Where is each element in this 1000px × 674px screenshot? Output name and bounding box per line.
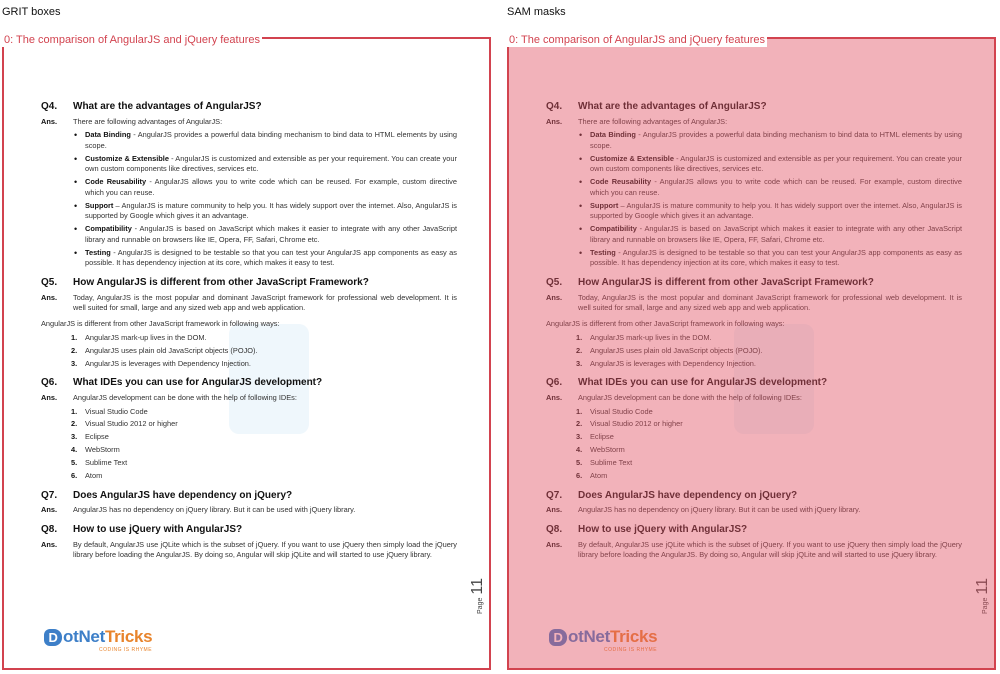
bullet-list — [590, 130, 962, 269]
item-text: Visual Studio Code — [85, 406, 148, 416]
item-number: 3. — [576, 432, 583, 442]
question-text: What IDEs you can use for AngularJS development? — [73, 377, 323, 389]
item-number: 6. — [71, 471, 78, 481]
answer-label: Ans. — [546, 539, 563, 549]
answer-label: Ans. — [41, 116, 58, 126]
bullet-text: - AngularJS is customized and extensible as per your requirement. You can create your own custom components like directives, services etc. — [85, 153, 457, 174]
question-heading — [546, 276, 962, 291]
panel-title-grit: GRIT boxes — [2, 6, 61, 18]
page-number — [974, 578, 992, 614]
list-item — [71, 406, 457, 418]
list-item — [576, 358, 962, 370]
item-number: 2. — [576, 345, 583, 355]
question-number: Q8. — [546, 524, 563, 536]
question-text: Does AngularJS have dependency on jQuery? — [578, 489, 798, 501]
answer — [41, 540, 457, 561]
question-heading — [546, 523, 962, 538]
answer-text: Today, AngularJS is the most popular and dominant JavaScript framework for professional web development. It is well suited for small, large and any sized web app and web application. — [73, 292, 457, 313]
list-item — [576, 332, 962, 344]
bullet-text: - AngularJS allows you to write code which can be reused. For example, custom directive which you can reuse. — [85, 177, 457, 197]
item-number: 3. — [71, 358, 78, 368]
list-item — [576, 458, 962, 469]
answer — [41, 117, 457, 128]
bullet-text: - AngularJS allows you to write code which can be reused. For example, custom directive which you can reuse. — [590, 177, 962, 197]
item-number: 3. — [576, 358, 583, 368]
item-text: WebStorm — [85, 445, 120, 455]
numbered-list — [576, 332, 962, 370]
bullet-text: - AngularJS provides a powerful data binding mechanism to bind data to HTML elements by using scope. — [590, 130, 963, 150]
list-item — [85, 201, 457, 222]
item-text: Visual Studio 2012 or higher — [590, 419, 683, 429]
list-item — [71, 345, 457, 357]
bullet-head: Testing — [85, 247, 111, 257]
item-text: Visual Studio 2012 or higher — [85, 419, 178, 429]
item-text: AngularJS uses plain old JavaScript objects (POJO). — [85, 345, 258, 355]
item-number: 5. — [576, 458, 583, 468]
list-item — [85, 177, 457, 198]
bullet-text: - AngularJS is customized and extensible as per your requirement. You can create your own custom components like directives, services etc. — [590, 153, 962, 174]
question-number: Q7. — [546, 489, 563, 501]
answer-text: By default, AngularJS use jQLite which is the subset of jQuery. If you want to use jQuery then simply load the jQuery library before loading the AngularJS. By doing so, Angular will skip jQLite and will started to use jQuery library. — [578, 539, 962, 560]
list-item — [85, 248, 457, 269]
question-heading — [546, 489, 962, 504]
bullet-head: Data Binding — [85, 130, 131, 140]
item-text: AngularJS uses plain old JavaScript objects (POJO). — [590, 345, 763, 355]
dotnettricks-logo — [44, 627, 184, 653]
panel-title-sam: SAM masks — [507, 6, 566, 18]
item-text: AngularJS mark-up lives in the DOM. — [590, 332, 712, 342]
page-content — [546, 93, 962, 561]
question-heading — [546, 100, 962, 115]
logo-wordmark: D otNetTricks — [549, 627, 689, 647]
answer — [41, 293, 457, 314]
answer-text: AngularJS development can be done with the help of following IDEs: — [73, 392, 297, 402]
question-number: Q6. — [546, 377, 563, 389]
bullet-head: Code Reusability — [590, 177, 652, 187]
answer-text: Today, AngularJS is the most popular and dominant JavaScript framework for professional web development. It is well suited for small, large and any sized web app and web application. — [578, 292, 962, 313]
grit-boxes-panel — [2, 37, 491, 670]
list-item — [576, 471, 962, 482]
item-text: Eclipse — [85, 432, 109, 442]
question-number: Q7. — [41, 489, 58, 501]
list-item — [590, 130, 962, 151]
list-item — [590, 201, 962, 222]
item-text: Sublime Text — [85, 458, 128, 468]
question-text: What IDEs you can use for AngularJS development? — [578, 377, 828, 389]
list-item — [590, 224, 962, 245]
bullet-text: - AngularJS is based on JavaScript which makes it easier to integrate with any other JavaScript library and runnable on browsers like IE, Opera, FF, Safari, Chrome etc. — [85, 224, 457, 244]
answer-label: Ans. — [41, 292, 58, 302]
list-item — [590, 248, 962, 269]
item-number: 6. — [576, 471, 583, 481]
bullet-head: Customize & Extensible — [85, 153, 169, 163]
list-item — [590, 154, 962, 175]
list-item — [85, 154, 457, 175]
list-item — [85, 130, 457, 151]
list-item — [576, 406, 962, 418]
list-item — [576, 419, 962, 430]
bullet-head: Code Reusability — [85, 177, 147, 187]
dotnettricks-logo — [549, 627, 689, 653]
bullet-head: Support — [85, 200, 114, 210]
item-number: 1. — [576, 332, 583, 342]
bullet-list — [85, 130, 457, 269]
page-number-value: 11 — [468, 578, 486, 595]
item-number: 1. — [576, 406, 583, 416]
bullet-text: - AngularJS is designed to be testable so that you can test your AngularJS app components as easy as possible. It has dependency injection at its core, which makes it easy to test. — [85, 247, 457, 268]
question-text: How AngularJS is different from other JavaScript Framework? — [73, 277, 369, 289]
bullet-text: - AngularJS is based on JavaScript which makes it easier to integrate with any other JavaScript library and runnable on browsers like IE, Opera, FF, Safari, Chrome etc. — [590, 224, 962, 244]
answer-label: Ans. — [41, 539, 58, 549]
logo-tagline: CODING IS RHYME — [99, 647, 153, 653]
bullet-text: - AngularJS is designed to be testable so that you can test your AngularJS app components as easy as possible. It has dependency injection at its core, which makes it easy to test. — [590, 247, 962, 268]
question-heading — [41, 276, 457, 291]
bullet-text: – AngularJS is mature community to help you. It has widely support over the internet. Also, AngularJS is supported by Google which gives it an advantage. — [85, 200, 457, 221]
item-text: Sublime Text — [590, 458, 633, 468]
list-item — [71, 458, 457, 469]
item-number: 1. — [71, 332, 78, 342]
list-item — [71, 471, 457, 482]
list-item — [85, 224, 457, 245]
page-number — [469, 578, 487, 614]
item-number: 2. — [71, 345, 78, 355]
question-heading — [41, 489, 457, 504]
question-heading — [41, 100, 457, 115]
question-number: Q4. — [546, 101, 563, 112]
page-word: Page — [981, 597, 989, 614]
answer — [546, 117, 962, 128]
question-number: Q5. — [546, 277, 563, 289]
item-text: AngularJS is leverages with Dependency Injection. — [85, 358, 251, 368]
item-text: Atom — [85, 471, 103, 481]
bullet-head: Customize & Extensible — [590, 153, 674, 163]
bullet-text: - AngularJS provides a powerful data binding mechanism to bind data to HTML elements by using scope. — [85, 130, 458, 150]
item-number: 3. — [71, 432, 78, 442]
list-item — [71, 419, 457, 430]
sam-box-label: 0: The comparison of AngularJS and jQuery features — [509, 34, 765, 46]
numbered-list — [71, 332, 457, 370]
item-number: 4. — [576, 445, 583, 455]
answer-label: Ans. — [546, 292, 563, 302]
answer — [546, 293, 962, 314]
question-number: Q5. — [41, 277, 58, 289]
bullet-head: Compatibility — [590, 224, 637, 234]
item-number: 5. — [71, 458, 78, 468]
page-content — [41, 93, 457, 561]
numbered-list — [576, 406, 962, 482]
logo-tagline: CODING IS RHYME — [604, 647, 658, 653]
question-heading — [41, 376, 457, 391]
item-text: Eclipse — [590, 432, 614, 442]
answer-label: Ans. — [41, 392, 58, 402]
list-item — [71, 358, 457, 370]
answer-label: Ans. — [546, 116, 563, 126]
paragraph: AngularJS is different from other JavaScript framework in following ways: — [41, 319, 280, 329]
question-heading — [41, 523, 457, 538]
answer — [546, 505, 962, 516]
list-item — [576, 445, 962, 456]
bullet-text: – AngularJS is mature community to help you. It has widely support over the internet. Also, AngularJS is supported by Google which gives it an advantage. — [590, 200, 962, 221]
list-item — [71, 432, 457, 443]
question-number: Q4. — [41, 101, 58, 112]
list-item — [576, 432, 962, 443]
answer-text: There are following advantages of AngularJS: — [578, 116, 728, 126]
page-number-value: 11 — [973, 578, 991, 595]
sam-masks-panel — [507, 37, 996, 670]
question-text: Does AngularJS have dependency on jQuery? — [73, 489, 293, 501]
item-text: AngularJS is leverages with Dependency Injection. — [590, 358, 756, 368]
answer-label: Ans. — [41, 505, 58, 515]
list-item — [576, 345, 962, 357]
question-number: Q8. — [41, 524, 58, 536]
answer-text: AngularJS has no dependency on jQuery library. But it can be used with jQuery library. — [73, 505, 356, 515]
question-text: How AngularJS is different from other JavaScript Framework? — [578, 277, 874, 289]
answer-text: There are following advantages of AngularJS: — [73, 116, 223, 126]
list-item — [71, 445, 457, 456]
page-word: Page — [476, 597, 484, 614]
bullet-head: Testing — [590, 247, 616, 257]
answer-text: AngularJS has no dependency on jQuery library. But it can be used with jQuery library. — [578, 505, 861, 515]
item-text: Atom — [590, 471, 608, 481]
bullet-head: Data Binding — [590, 130, 636, 140]
item-text: AngularJS mark-up lives in the DOM. — [85, 332, 207, 342]
item-text: WebStorm — [590, 445, 625, 455]
grit-box-label: 0: The comparison of AngularJS and jQuery features — [4, 34, 260, 46]
question-heading — [546, 376, 962, 391]
answer-text: AngularJS development can be done with the help of following IDEs: — [578, 392, 802, 402]
question-text: What are the advantages of AngularJS? — [73, 101, 262, 112]
answer-text: By default, AngularJS use jQLite which is the subset of jQuery. If you want to use jQuery then simply load the jQuery library before loading the AngularJS. By doing so, Angular will skip jQLite and will started to use jQuery library. — [73, 539, 457, 560]
paragraph: AngularJS is different from other JavaScript framework in following ways: — [546, 319, 785, 329]
logo-wordmark: D otNetTricks — [44, 627, 184, 647]
question-text: What are the advantages of AngularJS? — [578, 101, 767, 112]
bullet-head: Support — [590, 200, 619, 210]
answer — [41, 393, 457, 404]
list-item — [590, 177, 962, 198]
answer-label: Ans. — [546, 392, 563, 402]
answer — [41, 505, 457, 516]
question-text: How to use jQuery with AngularJS? — [578, 524, 748, 536]
item-number: 2. — [576, 419, 583, 429]
item-number: 1. — [71, 406, 78, 416]
numbered-list — [71, 406, 457, 482]
answer — [546, 540, 962, 561]
question-text: How to use jQuery with AngularJS? — [73, 524, 243, 536]
bullet-head: Compatibility — [85, 224, 132, 234]
answer-label: Ans. — [546, 505, 563, 515]
item-text: Visual Studio Code — [590, 406, 653, 416]
answer — [546, 393, 962, 404]
question-number: Q6. — [41, 377, 58, 389]
list-item — [71, 332, 457, 344]
item-number: 2. — [71, 419, 78, 429]
item-number: 4. — [71, 445, 78, 455]
